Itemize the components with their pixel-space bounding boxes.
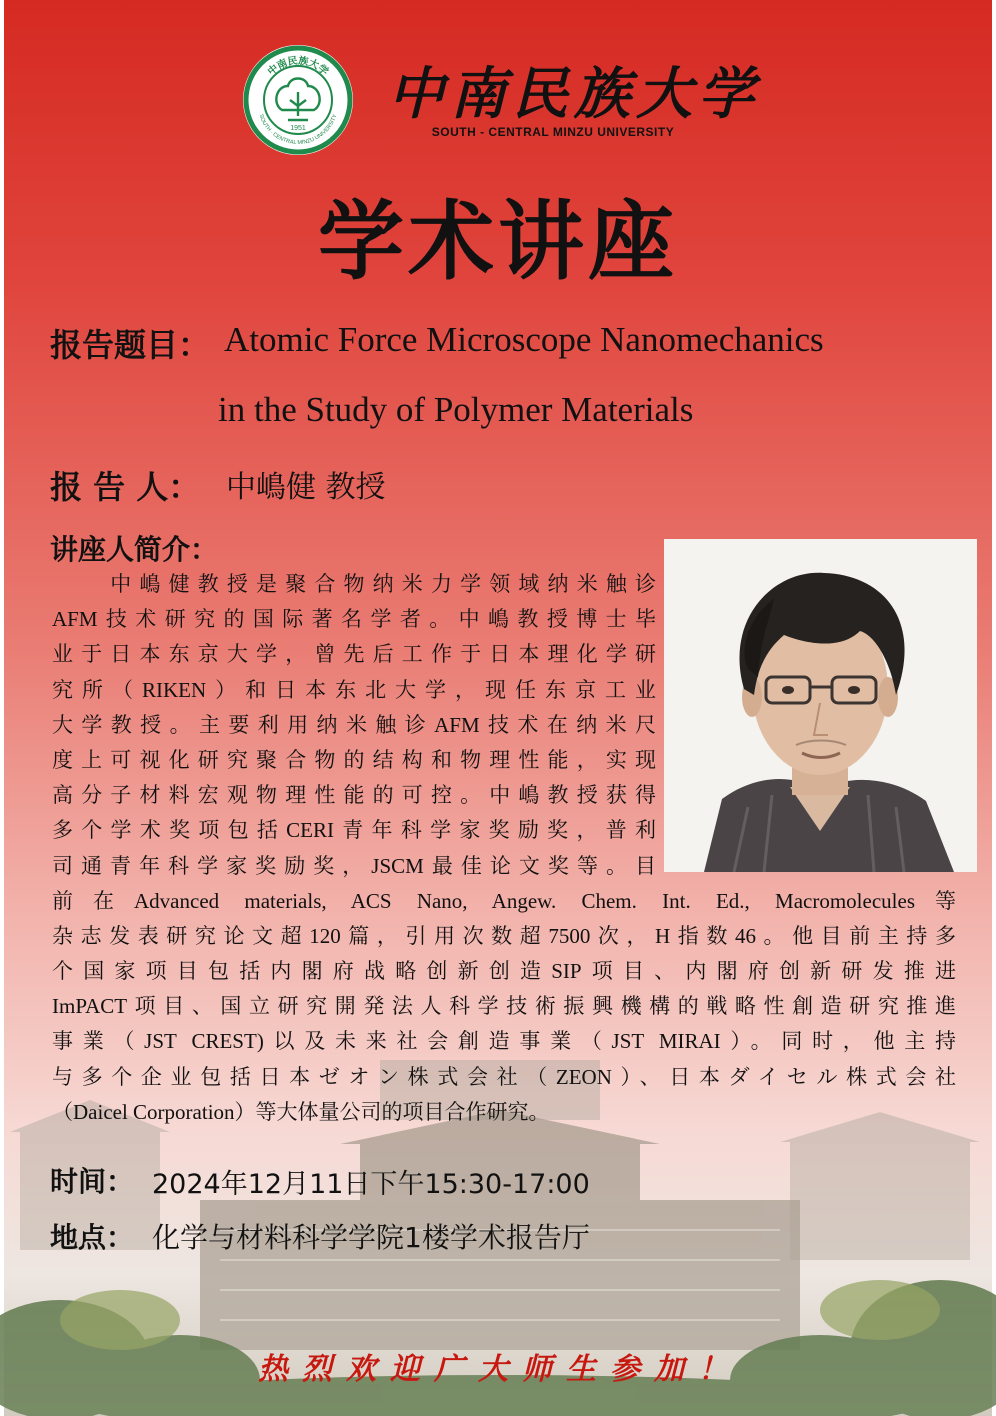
bio-line: （Daicel Corporation）等大体量公司的项目合作研究。 [52, 1099, 550, 1124]
logo-text-en: SOUTH · CENTRAL MINZU UNIVERSITY [257, 113, 339, 147]
talk-title-line2: in the Study of Polymer Materials [218, 390, 694, 429]
speaker-label: 报 告 人： [50, 468, 201, 506]
bio-line: 业于日本东京大学，曾先后工作于日本理化学研 [52, 642, 656, 667]
bio-line: 个国家项目包括内閣府战略创新创造SIP项目、内閣府创新研发推进 [52, 959, 956, 984]
talk-title-line1: Atomic Force Microscope Nanomechanics [224, 320, 824, 359]
university-logo [242, 44, 354, 156]
poster-title: 学术讲座 [318, 192, 678, 292]
bio-line: 前在Advanced materials, ACS Nano, Angew. Chem. Int. Ed., Macromolecules等 [52, 888, 956, 913]
bio-line: 事業（JST CREST)以及未来社会創造事業（JST MIRAI）。同时，他主持 [52, 1029, 956, 1054]
university-name-cn: 中南民族大学 [388, 61, 760, 127]
bio-line: 高分子材料宏观物理性能的可控。中嶋教授获得 [52, 783, 656, 808]
time-value: 2024年12月11日下午15:30-17:00 [152, 1169, 590, 1200]
logo-year: 1951 [290, 125, 306, 132]
place-value: 化学与材料科学学院1楼学术报告厅 [152, 1221, 590, 1254]
bio-line: 究所（RIKEN）和日本东北大学，现任东京工业 [52, 677, 656, 702]
bio-line: 与多个企业包括日本ゼオン株式会社（ZEON）、日本ダイセル株式会社 [52, 1064, 956, 1089]
bio-line: 多个学术奖项包括CERI青年科学家奖励奖，普利 [52, 818, 656, 843]
place-label: 地点： [50, 1221, 135, 1254]
title-label: 报告题目： [50, 326, 211, 364]
bio-line: 度上可视化研究聚合物的结构和物理性能，实现 [52, 747, 656, 772]
bio-line: 司通青年科学家奖励奖，JSCM最佳论文奖等。目 [52, 853, 656, 878]
bio-line: ImPACT项目、国立研究開発法人科学技術振興機構的戦略性創造研究推進 [52, 994, 956, 1019]
intro-label: 讲座人简介： [50, 533, 219, 566]
time-label: 时间： [50, 1165, 135, 1198]
university-name-en: SOUTH - CENTRAL MINZU UNIVERSITY [431, 125, 675, 139]
bio-line: 杂志发表研究论文超120篇，引用次数超7500次，H指数46。他目前主持多 [52, 923, 956, 948]
logo-text-cn: 中南民族大学 [265, 55, 331, 78]
bio-line: 大学教授。主要利用纳米触诊AFM技术在纳米尺 [52, 712, 656, 737]
speaker-name: 中嶋健 教授 [226, 470, 386, 505]
bio-line: AFM技术研究的国际著名学者。中嶋教授博士毕 [52, 607, 656, 632]
welcome-slogan: 热烈欢迎广大师生参加！ [258, 1352, 742, 1387]
bio-line: 中嶋健教授是聚合物纳米力学领域纳米触诊 [52, 572, 656, 596]
speaker-biography [52, 567, 956, 1130]
